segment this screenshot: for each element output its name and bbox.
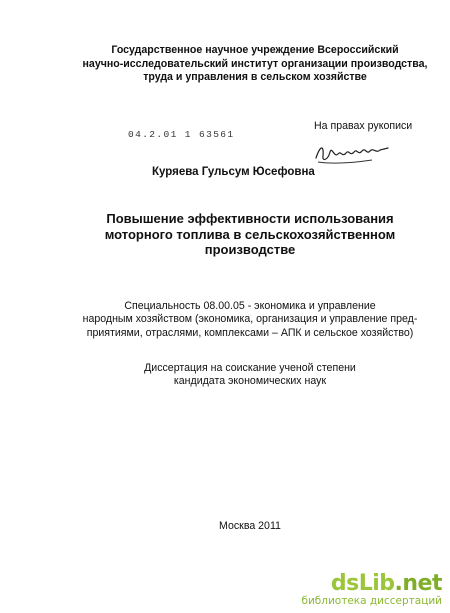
- dslib-watermark[interactable]: [301, 573, 442, 607]
- watermark-logo: [301, 573, 442, 595]
- title-line: Повышение эффективности использования: [106, 211, 394, 226]
- author-name: Куряева Гульсум Юсефовна: [152, 166, 315, 178]
- institution-header: [40, 44, 450, 85]
- handwritten-signature: [312, 138, 392, 173]
- watermark-logo-tld: .net: [394, 571, 442, 596]
- institution-line: труда и управления в сельском хозяйстве: [143, 71, 367, 83]
- title-line: производстве: [204, 242, 296, 257]
- degree-block: [50, 362, 450, 389]
- specialty-line: Специальность 08.00.05 - экономика и управление: [124, 300, 376, 312]
- specialty-line: народным хозяйством (экономика, организация и управление пред-: [82, 313, 418, 326]
- specialty-line: приятиями, отраслями, комплексами – АПК и сельское хозяйство): [86, 326, 414, 339]
- watermark-subtitle: библиотека диссертаций: [301, 595, 442, 607]
- city-year: Москва 2011: [219, 520, 281, 532]
- watermark-logo-main: dsLib: [330, 571, 395, 596]
- institution-line: научно-исследовательский институт организации производства,: [82, 57, 428, 70]
- title-line: моторного топлива в сельскохозяйственном: [104, 226, 396, 242]
- specialty-block: [50, 300, 450, 340]
- manuscript-rights-label: На правах рукописи: [314, 120, 413, 132]
- institution-line: Государственное научное учреждение Всероссийский: [111, 44, 399, 56]
- dissertation-title: [60, 211, 440, 258]
- degree-line: Диссертация на соискание ученой степени: [144, 362, 356, 374]
- degree-line: кандидата экономических наук: [173, 375, 327, 388]
- registration-stamp: 04.2.01 1 63561: [128, 129, 235, 140]
